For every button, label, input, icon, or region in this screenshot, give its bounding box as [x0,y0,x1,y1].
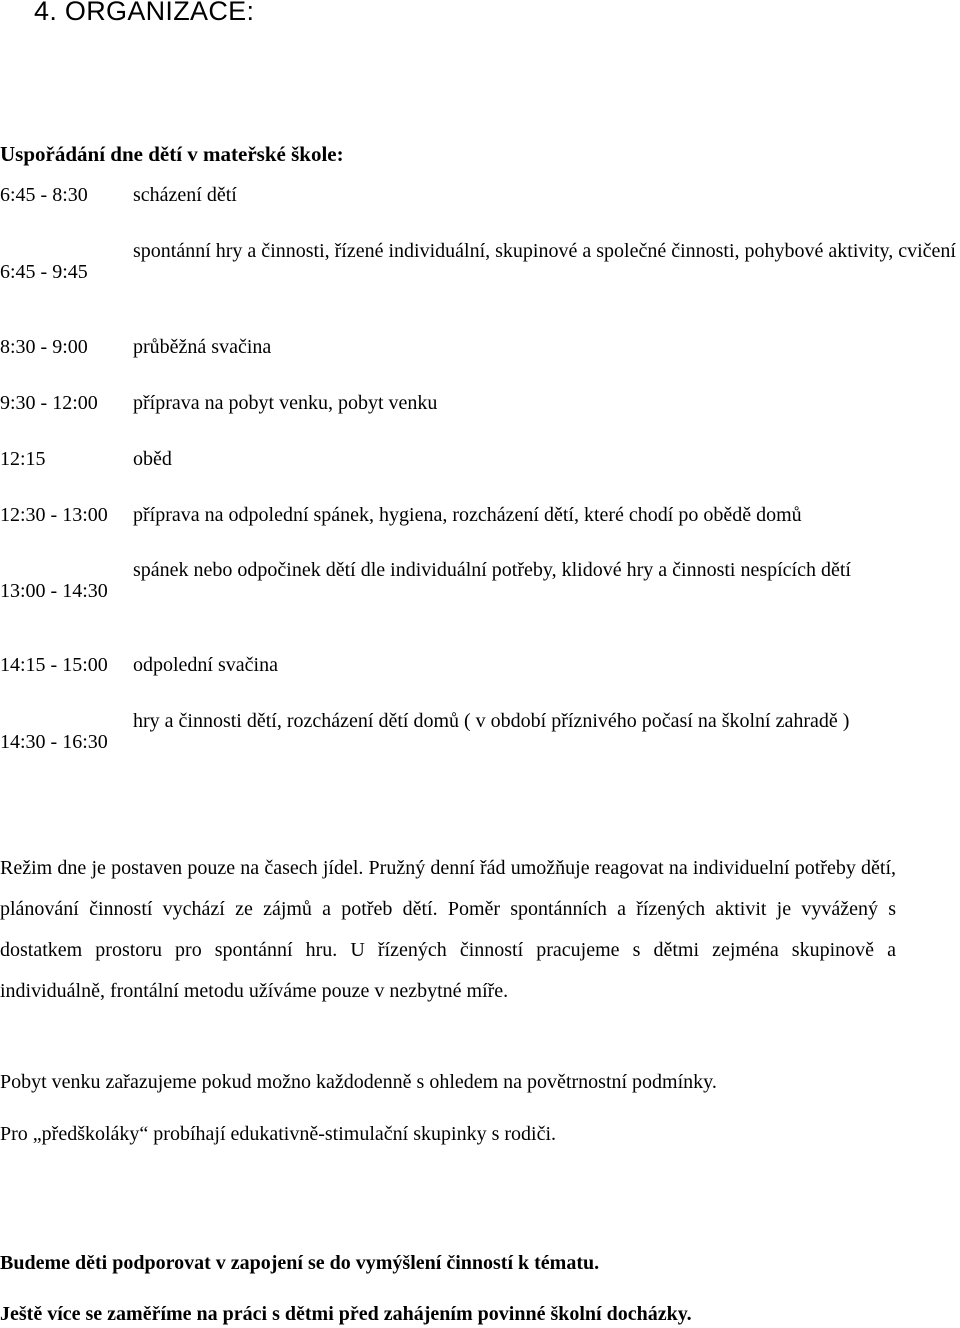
goal-line: Budeme děti podporovat v zapojení se do vymýšlení činností k tématu. [0,1252,600,1274]
schedule-activity: scházení dětí [133,184,237,206]
goal-line: Ještě více se zaměříme na práci s dětmi před zahájením povinné školní docházky. [0,1303,692,1325]
schedule-activity: spánek nebo odpočinek dětí dle individuální potřeby, klidové hry a činnosti nespících dětí [133,559,851,581]
schedule-activity: průběžná svačina [133,336,272,358]
schedule-time: 13:00 - 14:30 [0,580,108,602]
schedule-activity: oběd [133,448,172,470]
schedule-activity: odpolední svačina [133,654,278,676]
schedule-activity: hry a činnosti dětí, rozcházení dětí domů ( v období příznivého počasí na školní zahradě ) [133,710,850,732]
schedule-time: 6:45 - 8:30 [0,184,88,206]
regime-paragraph: Režim dne je postaven pouze na časech jídel. Pružný denní řád umožňuje reagovat na individuelní potřeby dětí, plánování činností vychází ze zájmů a potřeb dětí. Poměr spontánních a řízených aktivit je vyvážený s dostatkem prostoru pro spontánní hru. U řízených činností pracujeme s dětmi zejména skupinově a individuálně, frontální metodu užíváme pouze v nezbytné míře. [0,857,896,1002]
schedule-time: 12:15 [0,448,46,470]
schedule-subheading: Uspořádání dne dětí v mateřské škole: [0,142,344,166]
schedule-time: 14:30 - 16:30 [0,731,108,753]
schedule-time: 8:30 - 9:00 [0,336,88,358]
schedule-time: 6:45 - 9:45 [0,261,88,283]
schedule-time: 14:15 - 15:00 [0,654,108,676]
schedule-activity: spontánní hry a činnosti, řízené individuální, skupinové a společné činnosti, pohybové aktivity, cvičení [133,240,956,262]
outdoor-paragraph: Pobyt venku zařazujeme pokud možno každodenně s ohledem na povětrnostní podmínky. [0,1071,717,1093]
preschool-paragraph: Pro „předškoláky“ probíhají edukativně-stimulační skupinky s rodiči. [0,1123,556,1145]
schedule-activity: příprava na pobyt venku, pobyt venku [133,392,438,414]
schedule-time: 9:30 - 12:00 [0,392,98,414]
schedule-activity: příprava na odpolední spánek, hygiena, rozcházení dětí, které chodí po obědě domů [133,504,802,526]
schedule-time: 12:30 - 13:00 [0,504,108,526]
section-heading: 4. ORGANIZACE: [34,0,255,26]
